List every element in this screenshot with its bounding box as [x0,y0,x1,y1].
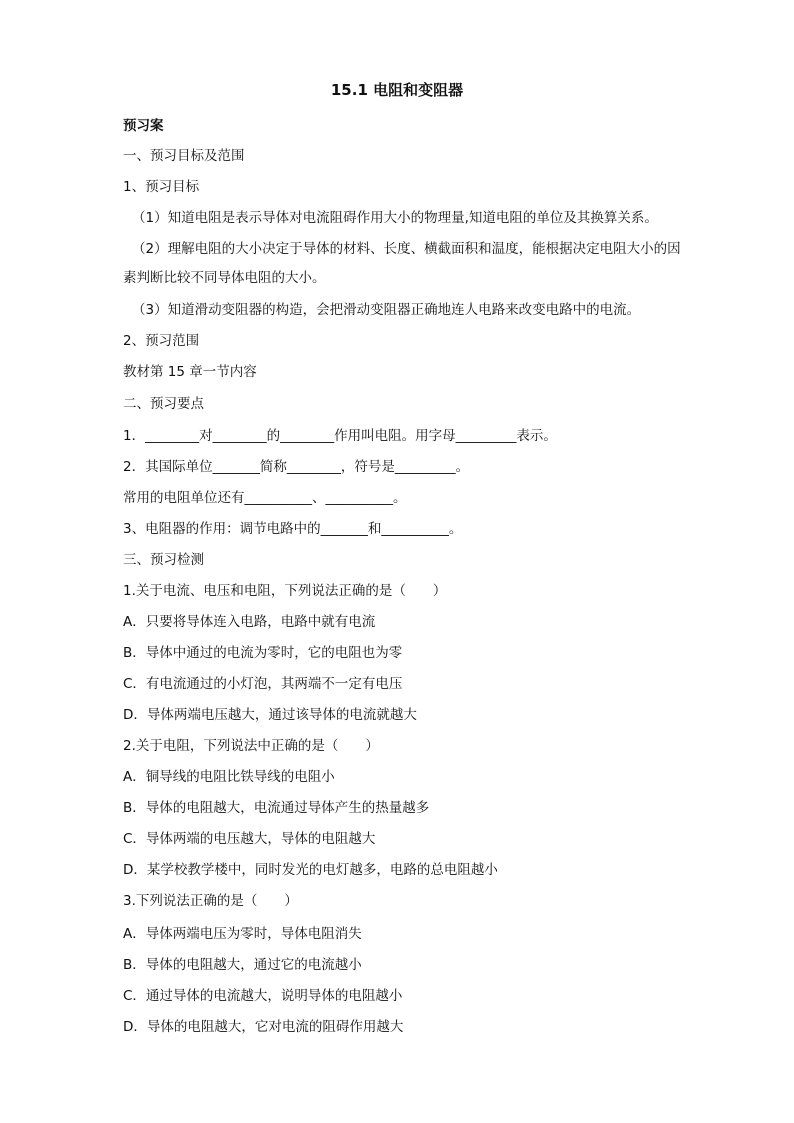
document-title: 15.1 电阻和变阻器 [330,81,464,99]
point-1: 1．________对________的________作用叫电阻。用字母_________表示。 [123,428,557,444]
goal-2-line-1: （2）理解电阻的大小决定于导体的材料、长度、横截面积和温度，能根据决定电阻大小的因 [132,241,681,257]
question-1: 1.关于电流、电压和电阻，下列说法正确的是（ ） [123,583,447,599]
question-3-option-c: C．通过导体的电流越大，说明导体的电阻越小 [123,988,403,1004]
goal-1: （1）知道电阻是表示导体对电流阻碍作用大小的物理量,知道电阻的单位及其换算关系。 [132,210,658,226]
question-3: 3.下列说法正确的是（ ） [123,893,298,909]
question-3-option-a: A．导体两端电压为零时，导体电阻消失 [123,926,362,942]
points-heading: 二、预习要点 [123,396,204,412]
question-1-option-a: A．只要将导体连入电路，电路中就有电流 [123,614,376,630]
question-1-option-b: B．导体中通过的电流为零时，它的电阻也为零 [123,645,403,661]
goals-heading: 一、预习目标及范围 [123,148,245,164]
section-label: 预习案 [123,118,164,134]
range-text: 教材第 15 章一节内容 [123,364,257,380]
goal-2-line-2: 素判断比较不同导体电阻的大小。 [123,270,326,286]
range-subheading: 2、预习范围 [123,333,200,349]
question-2: 2.关于电阻，下列说法中正确的是（ ） [123,738,379,754]
goal-3: （3）知道滑动变阻器的构造，会把滑动变阻器正确地连人电路来改变电路中的电流。 [132,302,641,318]
question-2-option-a: A．铜导线的电阻比铁导线的电阻小 [123,769,335,785]
question-2-option-b: B．导体的电阻越大，电流通过导体产生的热量越多 [123,800,430,816]
question-2-option-c: C．导体两端的电压越大，导体的电阻越大 [123,831,376,847]
goals-subheading: 1、预习目标 [123,179,200,195]
point-3: 3、电阻器的作用：调节电路中的_______和__________。 [123,521,463,537]
check-heading: 三、预习检测 [123,552,204,568]
point-2b: 常用的电阻单位还有__________、__________。 [123,490,407,506]
question-2-option-d: D．某学校教学楼中，同时发光的电灯越多，电路的总电阻越小 [123,862,498,878]
question-1-option-d: D．导体两端电压越大，通过该导体的电流就越大 [123,707,417,723]
question-3-option-d: D．导体的电阻越大，它对电流的阻碍作用越大 [123,1019,404,1035]
question-1-option-c: C．有电流通过的小灯泡，其两端不一定有电压 [123,676,403,692]
question-3-option-b: B．导体的电阻越大，通过它的电流越小 [123,957,362,973]
point-2: 2．其国际单位_______简称________，符号是_________。 [123,459,470,475]
